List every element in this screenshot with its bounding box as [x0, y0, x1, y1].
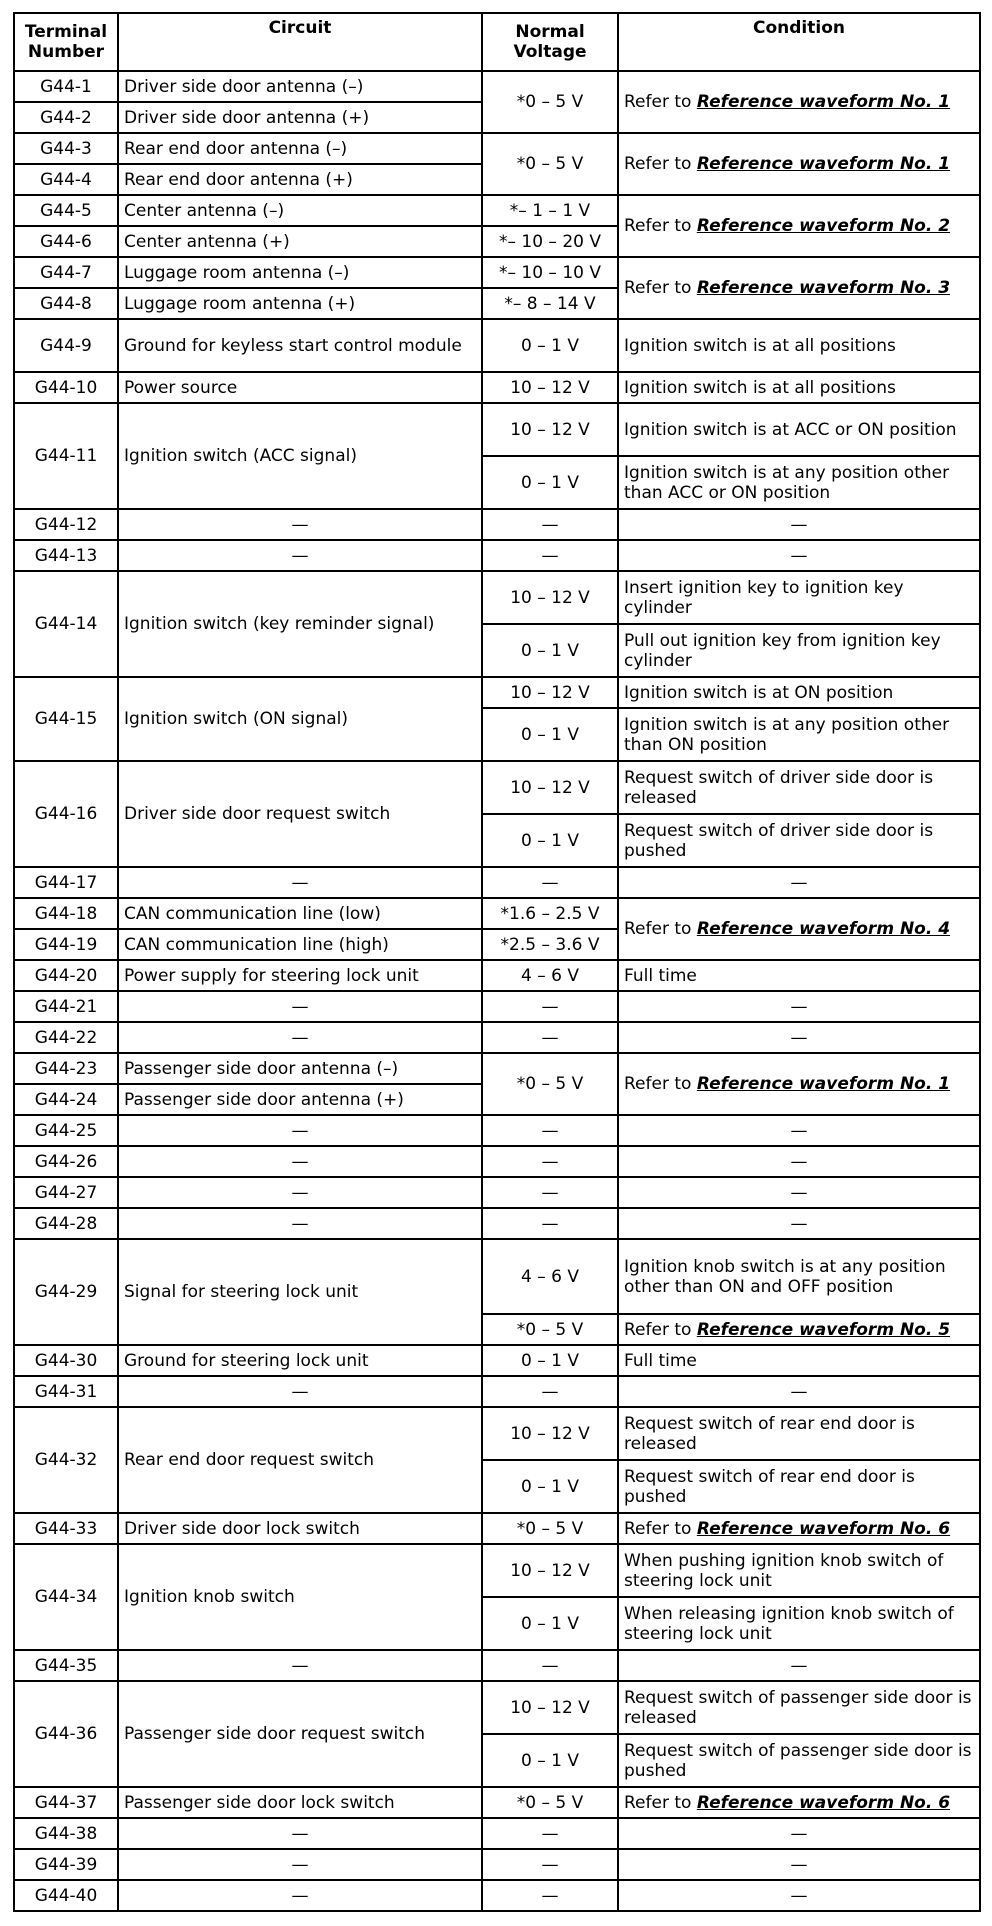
table-row [14, 1239, 980, 1314]
circuit-cell: — [118, 1208, 482, 1239]
circuit-cell: Passenger side door request switch [118, 1681, 482, 1787]
circuit-cell: — [118, 1146, 482, 1177]
waveform-reference-link[interactable]: Reference waveform No. 1 [696, 92, 951, 112]
terminal-cell: G44-22 [14, 1022, 118, 1053]
terminal-cell: G44-36 [14, 1681, 118, 1787]
refer-to-text: Refer to [624, 1792, 697, 1813]
table-row [14, 1053, 980, 1084]
refer-to-text: Refer to [624, 919, 697, 939]
circuit-cell: Rear end door antenna (–) [118, 133, 482, 164]
terminal-cell: G44-38 [14, 1818, 118, 1849]
voltage-cell: — [482, 509, 618, 540]
voltage-cell: 0 – 1 V [482, 708, 618, 761]
voltage-cell: — [482, 1146, 618, 1177]
table-row [14, 1407, 980, 1460]
condition-cell: — [618, 1818, 980, 1849]
condition-cell: Ignition switch is at any position other than ON position [618, 708, 980, 761]
table-row [14, 133, 980, 164]
voltage-cell: — [482, 991, 618, 1022]
terminal-cell: G44-16 [14, 761, 118, 867]
voltage-cell: 4 – 6 V [482, 1239, 618, 1314]
header-terminal: Terminal Number [14, 13, 118, 71]
refer-to-text: Refer to [624, 1319, 697, 1340]
circuit-cell: Ground for keyless start control module [118, 319, 482, 372]
table-row [14, 1818, 980, 1849]
table-row [14, 571, 980, 624]
terminal-cell: G44-3 [14, 133, 118, 164]
table-row [14, 677, 980, 708]
condition-cell: Full time [618, 960, 980, 991]
refer-to-text: Refer to [624, 278, 697, 298]
circuit-cell: Passenger side door antenna (–) [118, 1053, 482, 1084]
waveform-reference-link[interactable]: Reference waveform No. 3 [696, 278, 951, 298]
condition-cell: When pushing ignition knob switch of steering lock unit [618, 1544, 980, 1597]
circuit-cell: Passenger side door lock switch [118, 1787, 482, 1818]
terminal-cell: G44-31 [14, 1376, 118, 1407]
voltage-cell: 0 – 1 V [482, 1597, 618, 1650]
table-row [14, 319, 980, 372]
circuit-cell: Power supply for steering lock unit [118, 960, 482, 991]
terminal-cell: G44-21 [14, 991, 118, 1022]
voltage-cell: *– 10 – 20 V [482, 226, 618, 257]
header-voltage: Normal Voltage [482, 13, 618, 71]
condition-cell [618, 195, 980, 257]
terminal-cell: G44-18 [14, 898, 118, 929]
table-row [14, 867, 980, 898]
terminal-cell: G44-12 [14, 509, 118, 540]
terminal-cell: G44-24 [14, 1084, 118, 1115]
condition-cell: — [618, 1880, 980, 1911]
waveform-reference-link[interactable]: Reference waveform No. 6 [696, 1792, 951, 1813]
terminal-table [13, 12, 981, 1912]
circuit-cell: Driver side door antenna (+) [118, 102, 482, 133]
condition-cell [618, 257, 980, 319]
circuit-cell: — [118, 867, 482, 898]
voltage-cell: 10 – 12 V [482, 1407, 618, 1460]
header-circuit: Circuit [118, 13, 482, 71]
condition-cell: Request switch of rear end door is pushed [618, 1460, 980, 1513]
terminal-cell: G44-28 [14, 1208, 118, 1239]
circuit-cell: Driver side door lock switch [118, 1513, 482, 1544]
table-row [14, 1849, 980, 1880]
voltage-cell: — [482, 1208, 618, 1239]
condition-cell [618, 1314, 980, 1345]
circuit-cell: Center antenna (+) [118, 226, 482, 257]
table-row [14, 761, 980, 814]
waveform-reference-link[interactable]: Reference waveform No. 4 [696, 919, 951, 939]
voltage-cell: 0 – 1 V [482, 319, 618, 372]
terminal-cell: G44-37 [14, 1787, 118, 1818]
voltage-cell: 10 – 12 V [482, 372, 618, 403]
voltage-cell: *0 – 5 V [482, 1053, 618, 1115]
condition-cell: Ignition switch is at ON position [618, 677, 980, 708]
voltage-cell: *2.5 – 3.6 V [482, 929, 618, 960]
table-row [14, 372, 980, 403]
table-row [14, 1513, 980, 1544]
circuit-cell: — [118, 1115, 482, 1146]
condition-cell [618, 133, 980, 195]
refer-to-text: Refer to [624, 154, 697, 174]
table-row [14, 509, 980, 540]
terminal-cell: G44-34 [14, 1544, 118, 1650]
condition-cell: — [618, 1650, 980, 1681]
table-row [14, 195, 980, 226]
table-row [14, 1146, 980, 1177]
terminal-cell: G44-7 [14, 257, 118, 288]
waveform-reference-link[interactable]: Reference waveform No. 1 [696, 154, 951, 174]
circuit-cell: Ignition switch (key reminder signal) [118, 571, 482, 677]
circuit-cell: Luggage room antenna (–) [118, 257, 482, 288]
circuit-cell: Rear end door antenna (+) [118, 164, 482, 195]
voltage-cell: 10 – 12 V [482, 1681, 618, 1734]
condition-cell: — [618, 867, 980, 898]
terminal-cell: G44-33 [14, 1513, 118, 1544]
condition-cell [618, 898, 980, 960]
terminal-cell: G44-29 [14, 1239, 118, 1345]
table-row [14, 1022, 980, 1053]
voltage-cell: — [482, 1376, 618, 1407]
circuit-cell: Driver side door antenna (–) [118, 71, 482, 102]
condition-cell: — [618, 1376, 980, 1407]
condition-cell: — [618, 540, 980, 571]
voltage-cell: *1.6 – 2.5 V [482, 898, 618, 929]
terminal-cell: G44-2 [14, 102, 118, 133]
condition-cell: — [618, 1177, 980, 1208]
circuit-cell: CAN communication line (high) [118, 929, 482, 960]
condition-cell: Ignition switch is at all positions [618, 372, 980, 403]
terminal-cell: G44-23 [14, 1053, 118, 1084]
condition-cell: Request switch of passenger side door is pushed [618, 1734, 980, 1787]
terminal-cell: G44-19 [14, 929, 118, 960]
circuit-cell: Power source [118, 372, 482, 403]
voltage-cell: 0 – 1 V [482, 814, 618, 867]
condition-cell: Insert ignition key to ignition key cylinder [618, 571, 980, 624]
terminal-cell: G44-30 [14, 1345, 118, 1376]
terminal-cell: G44-10 [14, 372, 118, 403]
table-row [14, 403, 980, 456]
condition-cell: — [618, 1146, 980, 1177]
circuit-cell: Signal for steering lock unit [118, 1239, 482, 1345]
voltage-cell: — [482, 1818, 618, 1849]
table-row [14, 1787, 980, 1818]
circuit-cell: — [118, 1022, 482, 1053]
voltage-cell: — [482, 1650, 618, 1681]
terminal-cell: G44-5 [14, 195, 118, 226]
condition-cell: — [618, 1115, 980, 1146]
table-row [14, 1376, 980, 1407]
voltage-cell: 10 – 12 V [482, 1544, 618, 1597]
voltage-cell: 10 – 12 V [482, 403, 618, 456]
terminal-cell: G44-35 [14, 1650, 118, 1681]
circuit-cell: — [118, 1650, 482, 1681]
terminal-cell: G44-13 [14, 540, 118, 571]
circuit-cell: Ignition switch (ACC signal) [118, 403, 482, 509]
terminal-cell: G44-6 [14, 226, 118, 257]
table-row [14, 898, 980, 929]
voltage-cell: *– 10 – 10 V [482, 257, 618, 288]
circuit-cell: Ignition knob switch [118, 1544, 482, 1650]
refer-to-text: Refer to [624, 1518, 697, 1539]
voltage-cell: *0 – 5 V [482, 1787, 618, 1818]
terminal-cell: G44-20 [14, 960, 118, 991]
circuit-cell: — [118, 1376, 482, 1407]
table-row [14, 1650, 980, 1681]
condition-cell: — [618, 1849, 980, 1880]
circuit-cell: Rear end door request switch [118, 1407, 482, 1513]
voltage-cell: — [482, 540, 618, 571]
voltage-cell: 10 – 12 V [482, 677, 618, 708]
waveform-reference-link[interactable]: Reference waveform No. 5 [696, 1319, 951, 1340]
voltage-cell: — [482, 1849, 618, 1880]
terminal-cell: G44-15 [14, 677, 118, 761]
voltage-cell: 0 – 1 V [482, 1345, 618, 1376]
voltage-cell: 0 – 1 V [482, 456, 618, 509]
circuit-cell: — [118, 1849, 482, 1880]
circuit-cell: — [118, 1818, 482, 1849]
circuit-cell: — [118, 1880, 482, 1911]
voltage-cell: 10 – 12 V [482, 571, 618, 624]
terminal-cell: G44-26 [14, 1146, 118, 1177]
circuit-cell: Driver side door request switch [118, 761, 482, 867]
circuit-cell: — [118, 991, 482, 1022]
terminal-cell: G44-14 [14, 571, 118, 677]
condition-cell: — [618, 1022, 980, 1053]
table-row [14, 540, 980, 571]
condition-cell: When releasing ignition knob switch of steering lock unit [618, 1597, 980, 1650]
voltage-cell: 0 – 1 V [482, 1734, 618, 1787]
table-row [14, 257, 980, 288]
terminal-cell: G44-9 [14, 319, 118, 372]
table-row [14, 1115, 980, 1146]
terminal-cell: G44-8 [14, 288, 118, 319]
condition-cell: — [618, 509, 980, 540]
condition-cell: Pull out ignition key from ignition key cylinder [618, 624, 980, 677]
voltage-cell: *0 – 5 V [482, 133, 618, 195]
circuit-cell: Center antenna (–) [118, 195, 482, 226]
terminal-cell: G44-40 [14, 1880, 118, 1911]
condition-cell [618, 1513, 980, 1544]
refer-to-text: Refer to [624, 92, 697, 112]
condition-cell: Ignition switch is at ACC or ON position [618, 403, 980, 456]
condition-cell: Ignition switch is at all positions [618, 319, 980, 372]
condition-cell: Ignition knob switch is at any position other than ON and OFF position [618, 1239, 980, 1314]
condition-cell: Request switch of rear end door is released [618, 1407, 980, 1460]
condition-cell: — [618, 1208, 980, 1239]
condition-cell [618, 1787, 980, 1818]
voltage-cell: — [482, 1115, 618, 1146]
header-row [14, 13, 980, 71]
header-condition: Condition [618, 13, 980, 71]
condition-cell: Request switch of passenger side door is released [618, 1681, 980, 1734]
table-row [14, 1208, 980, 1239]
waveform-reference-link[interactable]: Reference waveform No. 1 [696, 1074, 951, 1094]
voltage-cell: — [482, 1022, 618, 1053]
circuit-cell: Ignition switch (ON signal) [118, 677, 482, 761]
voltage-cell: — [482, 867, 618, 898]
waveform-reference-link[interactable]: Reference waveform No. 6 [696, 1518, 951, 1539]
table-row [14, 1544, 980, 1597]
table-row [14, 960, 980, 991]
circuit-cell: Luggage room antenna (+) [118, 288, 482, 319]
condition-cell: Ignition switch is at any position other than ACC or ON position [618, 456, 980, 509]
voltage-cell: — [482, 1177, 618, 1208]
condition-cell: Full time [618, 1345, 980, 1376]
voltage-cell: *– 1 – 1 V [482, 195, 618, 226]
table-row [14, 71, 980, 102]
terminal-cell: G44-27 [14, 1177, 118, 1208]
table-row [14, 1681, 980, 1734]
circuit-cell: Passenger side door antenna (+) [118, 1084, 482, 1115]
table-row [14, 1177, 980, 1208]
terminal-cell: G44-17 [14, 867, 118, 898]
terminal-cell: G44-1 [14, 71, 118, 102]
refer-to-text: Refer to [624, 216, 697, 236]
terminal-cell: G44-4 [14, 164, 118, 195]
table-row [14, 1880, 980, 1911]
terminal-cell: G44-39 [14, 1849, 118, 1880]
waveform-reference-link[interactable]: Reference waveform No. 2 [696, 216, 951, 236]
condition-cell [618, 1053, 980, 1115]
table-row [14, 1345, 980, 1376]
terminal-cell: G44-32 [14, 1407, 118, 1513]
voltage-cell: *0 – 5 V [482, 1314, 618, 1345]
condition-cell: Request switch of driver side door is released [618, 761, 980, 814]
voltage-cell: *0 – 5 V [482, 1513, 618, 1544]
voltage-cell: *0 – 5 V [482, 71, 618, 133]
voltage-cell: — [482, 1880, 618, 1911]
voltage-cell: *– 8 – 14 V [482, 288, 618, 319]
circuit-cell: — [118, 540, 482, 571]
voltage-cell: 0 – 1 V [482, 624, 618, 677]
circuit-cell: — [118, 509, 482, 540]
table-row [14, 991, 980, 1022]
terminal-cell: G44-25 [14, 1115, 118, 1146]
voltage-cell: 4 – 6 V [482, 960, 618, 991]
condition-cell: — [618, 991, 980, 1022]
condition-cell: Request switch of driver side door is pushed [618, 814, 980, 867]
condition-cell [618, 71, 980, 133]
terminal-cell: G44-11 [14, 403, 118, 509]
circuit-cell: — [118, 1177, 482, 1208]
circuit-cell: CAN communication line (low) [118, 898, 482, 929]
voltage-cell: 10 – 12 V [482, 761, 618, 814]
voltage-cell: 0 – 1 V [482, 1460, 618, 1513]
circuit-cell: Ground for steering lock unit [118, 1345, 482, 1376]
refer-to-text: Refer to [624, 1074, 697, 1094]
